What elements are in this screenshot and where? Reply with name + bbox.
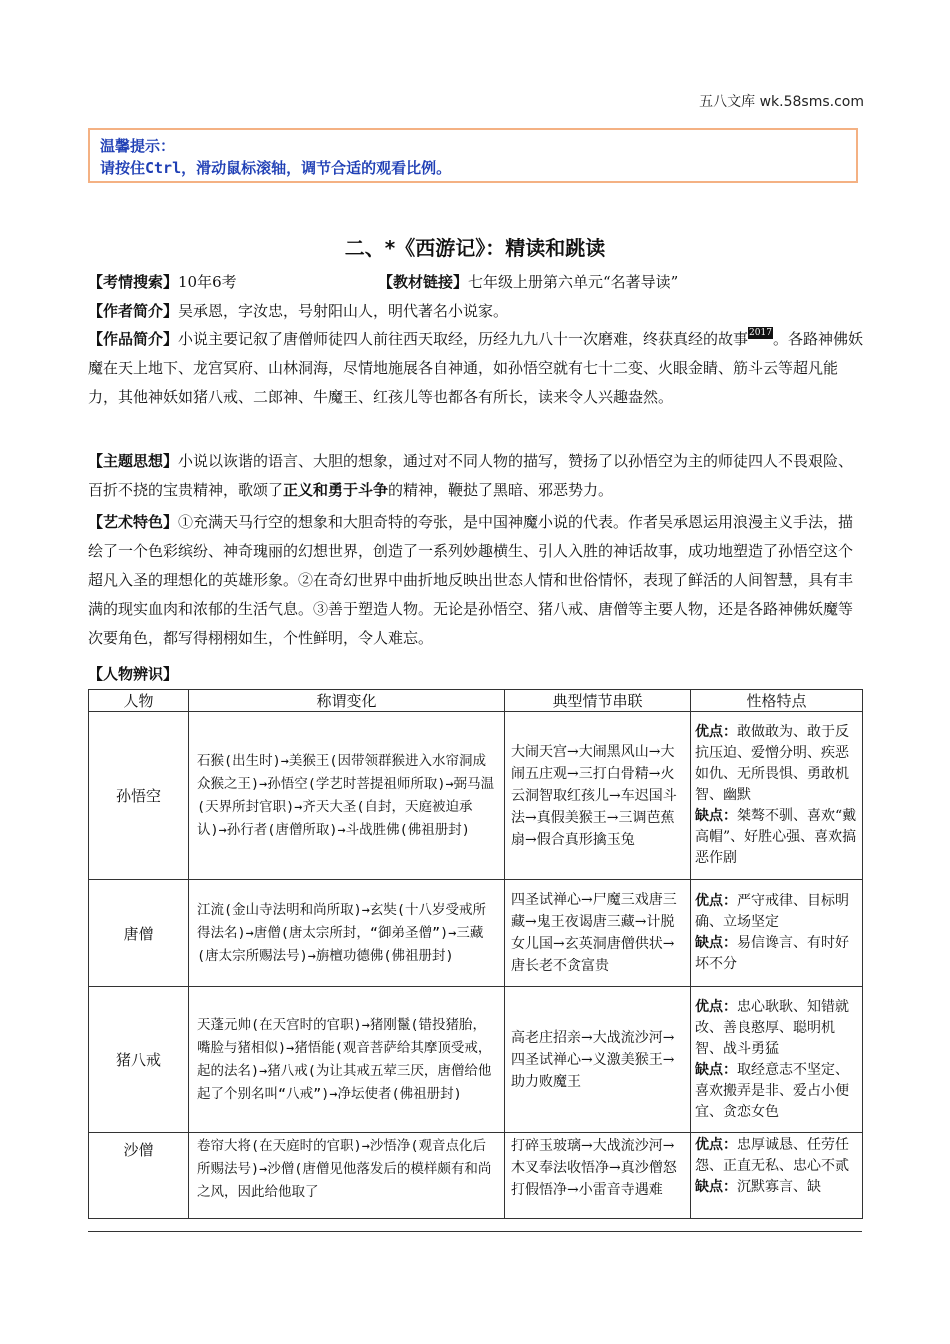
pros-label: 优点：: [695, 724, 737, 740]
roles-heading: [88, 660, 864, 689]
author-intro: [88, 297, 864, 326]
year-badge: 2017: [749, 328, 772, 338]
cons-label: 缺点：: [695, 1179, 737, 1195]
work-intro: [88, 325, 864, 412]
title-changes: 石猴(出生时)→美猴王(因带领群猴进入水帘洞成众猴之王)→孙悟空(学艺时菩提祖师所取)→弼马温(天界所封官职)→齐天大圣(自封，天庭被迫承认)→孙行者(唐僧所取)→斗战胜佛(佛祖册封): [189, 712, 505, 880]
pros-label: 优点：: [695, 893, 737, 909]
theme-text-b: 的精神，鞭挞了黑暗、邪恶势力。: [388, 481, 614, 499]
site-watermark: 五八文库 wk.58sms.com: [699, 94, 864, 110]
textbook-link-label: 【教材链接】: [378, 273, 469, 291]
author-label: 【作者简介】: [88, 302, 179, 320]
pros-text: 严守戒律、目标明确、立场坚定: [695, 893, 849, 930]
cons-text: 沉默寡言、缺: [737, 1179, 821, 1195]
traits: [691, 880, 863, 987]
character-name: 孙悟空: [89, 712, 189, 880]
cons-label: 缺点：: [695, 1061, 737, 1078]
table-row: [89, 987, 863, 1133]
character-table: [88, 689, 863, 1219]
tip-box: [88, 128, 858, 183]
exam-info-row: [88, 268, 864, 297]
theme-label: 【主题思想】: [88, 452, 179, 470]
textbook-link-value: 七年级上册第六单元“名著导读”: [468, 273, 679, 291]
title-changes: 江流(金山寺法明和尚所取)→玄奘(十八岁受戒所得法名)→唐僧(唐太宗所封，“御弟圣僧”)→三藏(唐太宗所赐法号)→旃檀功德佛(佛祖册封): [189, 880, 505, 987]
title-changes: 天蓬元帅(在天宫时的官职)→猪刚鬣(错投猪胎，嘴脸与猪相似)→猪悟能(观音菩萨给其摩顶受戒，起的法名)→猪八戒(为让其戒五荤三厌，唐僧给他起了个别名叫“八戒”)→净坛使者(佛祖册封): [189, 987, 505, 1133]
plot-chain: 高老庄招亲→大战流沙河→四圣试禅心→义激美猴王→助力败魔王: [505, 987, 691, 1133]
work-label: 【作品简介】: [88, 330, 179, 348]
page-bottom-rule: [88, 1231, 862, 1232]
pros-text: 敢做敢为、敢于反抗压迫、爱憎分明、疾恶如仇、无所畏惧、勇敢机智、幽默: [695, 724, 849, 803]
table-row: [89, 880, 863, 987]
textbook-link: [378, 268, 678, 297]
cons-text: 取经意志不坚定、喜欢搬弄是非、爱占小便宜、贪恋女色: [695, 1061, 849, 1120]
work-text-b: 。各路神佛妖魔在天上地下、龙宫冥府、山林洞海，尽情地施展各自神通，如孙悟空就有七十二变、火眼金睛、筋斗云等超凡能力，其他神妖如猪八戒、二郎神、牛魔王、红孩儿等也都各有所长，读来令人兴趣盎然。: [88, 330, 863, 406]
table-header-row: [89, 690, 863, 712]
roles-label: 【人物辨识】: [88, 665, 179, 683]
exam-search-value: 10年6考: [178, 273, 237, 291]
title-changes: 卷帘大将(在天庭时的官职)→沙悟净(观音点化后所赐法号)→沙僧(唐僧见他落发后的模样颇有和尚之风，因此给他取了: [189, 1133, 505, 1219]
theme-section: [88, 447, 864, 505]
cons-text: 易信谗言、有时好坏不分: [695, 935, 849, 972]
pros-label: 优点：: [695, 998, 737, 1015]
pros-text: 忠厚诚恳、任劳任怨、正直无私、忠心不贰: [695, 1137, 849, 1174]
character-name: 猪八戒: [89, 987, 189, 1133]
plot-chain: 打碎玉玻璃→大战流沙河→木叉奉法收悟净→真沙僧怒打假悟净→小雷音寺遇难: [505, 1133, 691, 1219]
art-section: [88, 508, 864, 653]
header-character: 人物: [89, 690, 189, 712]
pros-text: 忠心耿耿、知错就改、善良憨厚、聪明机智、战斗勇猛: [695, 998, 849, 1057]
cons-label: 缺点：: [695, 808, 737, 824]
cons-text: 桀骜不驯、喜欢“戴高帽”、好胜心强、喜欢搞恶作剧: [695, 808, 857, 866]
header-traits: 性格特点: [691, 690, 863, 712]
tip-heading: 温馨提示：: [100, 137, 176, 155]
character-name: 唐僧: [89, 880, 189, 987]
plot-chain: 四圣试禅心→尸魔三戏唐三藏→鬼王夜谒唐三藏→计脱女儿国→玄英洞唐僧供状→唐长老不贪富贵: [505, 880, 691, 987]
theme-text-a: 小说以诙谐的语言、大胆的想象，通过对不同人物的描写，赞扬了以孙悟空为主的师徒四人不畏艰险、百折不挠的宝贵精神，歌颂了: [88, 452, 854, 499]
header-titles: 称谓变化: [189, 690, 505, 712]
cons-label: 缺点：: [695, 935, 737, 951]
table-row: [89, 1133, 863, 1219]
traits: [691, 1133, 863, 1219]
character-name: 沙僧: [89, 1133, 189, 1219]
section-title: 二、*《西游记》：精读和跳读: [344, 236, 606, 260]
author-text: 吴承恩，字汝忠，号射阳山人，明代著名小说家。: [178, 302, 509, 320]
pros-label: 优点：: [695, 1137, 737, 1153]
theme-highlight: 正义和勇于斗争: [283, 481, 389, 499]
exam-search-label: 【考情搜索】: [88, 273, 179, 291]
art-label: 【艺术特色】: [88, 513, 179, 531]
traits: [691, 987, 863, 1133]
plot-chain: 大闹天宫→大闹黑风山→大闹五庄观→三打白骨精→火云洞智取红孩儿→车迟国斗法→真假美猴王→三调芭蕉扇→假合真形擒玉兔: [505, 712, 691, 880]
header-plots: 典型情节串联: [505, 690, 691, 712]
table-row: [89, 712, 863, 880]
tip-text: 请按住Ctrl，滑动鼠标滚轴，调节合适的观看比例。: [100, 159, 452, 177]
work-text-a: 小说主要记叙了唐僧师徒四人前往西天取经，历经九九八十一次磨难，终获真经的故事: [178, 330, 749, 348]
traits: [691, 712, 863, 880]
art-text: ①充满天马行空的想象和大胆奇特的夸张，是中国神魔小说的代表。作者吴承恩运用浪漫主义手法，描绘了一个色彩缤纷、神奇瑰丽的幻想世界，创造了一系列妙趣横生、引人入胜的神话故事，成功地塑造了孙悟空这个超凡入圣的理想化的英雄形象。②在奇幻世界中曲折地反映出世态人情和世俗情怀，表现了鲜活的人间智慧，具有丰满的现实血肉和浓郁的生活气息。③善于塑造人物。无论是孙悟空、猪八戒、唐僧等主要人物，还是各路神佛妖魔等次要角色，都写得栩栩如生，个性鲜明，令人难忘。: [88, 513, 854, 647]
